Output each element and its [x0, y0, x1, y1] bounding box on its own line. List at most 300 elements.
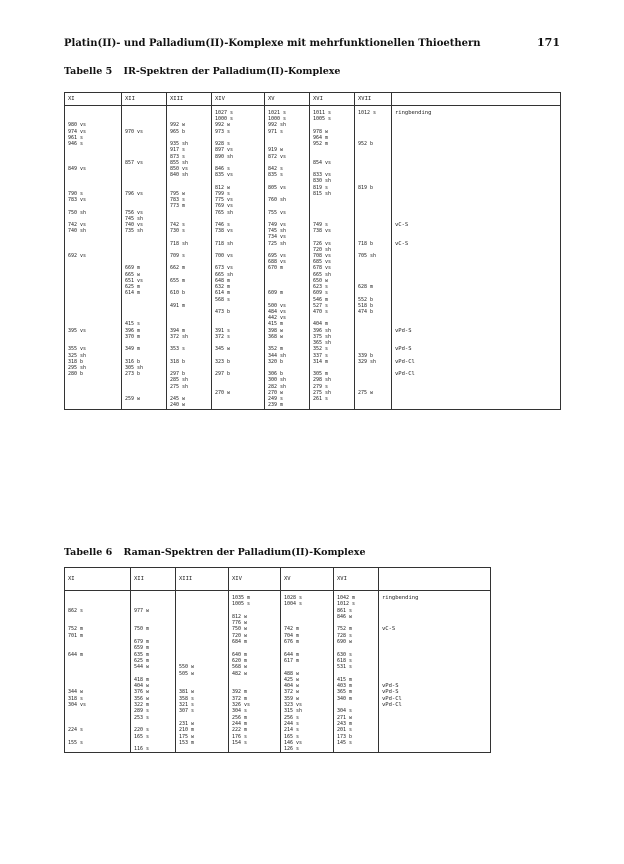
band-cell: 1027 s — [212, 106, 265, 117]
band-cell: 819 b — [355, 185, 392, 191]
band-cell: 305 sh — [122, 365, 167, 371]
band-cell: 220 s — [131, 727, 176, 733]
band-cell: 773 m — [167, 203, 212, 209]
band-cell: 617 m — [281, 658, 334, 664]
band-cell: 304 s — [334, 708, 379, 714]
band-cell: 735 sh — [122, 228, 167, 234]
band-cell: 392 m — [229, 689, 281, 695]
band-cell: 742 m — [281, 626, 334, 632]
table6-col-header — [379, 568, 491, 591]
band-cell: 323 vs — [281, 702, 334, 708]
band-cell: 145 s — [334, 740, 379, 746]
band-cell — [212, 402, 265, 409]
band-cell: 249 s — [265, 396, 310, 402]
band-cell: 648 m — [212, 278, 265, 284]
band-cell: 270 w — [265, 390, 310, 396]
band-cell: 353 s — [167, 346, 212, 352]
band-cell — [122, 106, 167, 117]
band-cell: 491 m — [167, 303, 212, 309]
assignment-cell — [379, 746, 491, 753]
band-cell: 418 m — [131, 677, 176, 683]
band-cell: 155 s — [65, 740, 131, 746]
band-cell: 304 vs — [65, 702, 131, 708]
band-cell: 812 w — [229, 614, 281, 620]
band-cell: 365 sh — [310, 340, 355, 346]
band-cell: 873 s — [167, 154, 212, 160]
band-cell: 282 sh — [265, 384, 310, 390]
band-cell: 678 vs — [310, 265, 355, 271]
band-cell: 846 s — [212, 166, 265, 172]
table6-label: Tabelle 6 — [64, 547, 113, 558]
band-cell: 306 b — [265, 371, 310, 377]
running-header — [64, 36, 560, 50]
band-cell: 610 b — [167, 290, 212, 296]
band-cell: 726 vs — [310, 241, 355, 247]
band-cell: 244 s — [281, 721, 334, 727]
band-cell: 964 m — [310, 135, 355, 141]
band-cell: 552 b — [355, 297, 392, 303]
band-cell: 546 m — [310, 297, 355, 303]
band-cell: 340 m — [334, 696, 379, 702]
band-cell: 425 w — [281, 677, 334, 683]
band-cell: 840 sh — [167, 172, 212, 178]
band-cell: 1012 s — [355, 106, 392, 117]
band-cell: 345 w — [212, 346, 265, 352]
band-cell: 769 vs — [212, 203, 265, 209]
band-cell: 315 sh — [281, 708, 334, 714]
band-cell: 644 m — [65, 652, 131, 658]
band-cell: 544 w — [131, 664, 176, 670]
band-cell: 740 vs — [122, 222, 167, 228]
band-cell: 952 b — [355, 141, 392, 147]
band-cell: 688 vs — [265, 259, 310, 265]
band-cell: 1028 s — [281, 591, 334, 602]
band-cell: 855 sh — [167, 160, 212, 166]
assignment-cell: νPd-Cl — [379, 696, 491, 702]
band-cell: 381 w — [176, 689, 229, 695]
band-cell: 745 sh — [265, 228, 310, 234]
table-row — [65, 106, 561, 117]
band-cell: 835 s — [265, 172, 310, 178]
band-cell: 165 s — [131, 734, 176, 740]
band-cell: 1004 s — [281, 601, 334, 607]
band-cell: 488 w — [281, 671, 334, 677]
band-cell: 325 sh — [65, 353, 122, 359]
band-cell: 1042 m — [334, 591, 379, 602]
table6-col-header: XI — [65, 568, 131, 591]
band-cell: 684 m — [229, 639, 281, 645]
band-cell: 659 m — [131, 645, 176, 651]
band-cell: 344 sh — [265, 353, 310, 359]
band-cell: 224 s — [65, 727, 131, 733]
band-cell: 285 sh — [167, 377, 212, 383]
band-cell: 298 sh — [310, 377, 355, 383]
band-cell: 352 s — [310, 346, 355, 352]
table5-ir-spectra — [64, 92, 561, 410]
band-cell: 505 w — [176, 671, 229, 677]
band-cell: 973 s — [212, 129, 265, 135]
band-cell: 1000 s — [265, 116, 310, 122]
band-cell: 775 vs — [212, 197, 265, 203]
band-cell: 790 s — [65, 191, 122, 197]
band-cell: 992 w — [167, 122, 212, 128]
band-cell: 359 w — [281, 696, 334, 702]
band-cell: 842 s — [265, 166, 310, 172]
band-cell: 473 b — [212, 309, 265, 315]
band-cell: 965 b — [167, 129, 212, 135]
band-cell: 670 m — [265, 265, 310, 271]
band-cell: 329 sh — [355, 359, 392, 365]
band-cell: 261 s — [310, 396, 355, 402]
band-cell: 665 sh — [212, 272, 265, 278]
band-cell: 500 vs — [265, 303, 310, 309]
band-cell: 609 s — [310, 290, 355, 296]
band-cell: 1005 s — [229, 601, 281, 607]
band-cell: 403 m — [334, 683, 379, 689]
band-cell: 318 b — [65, 359, 122, 365]
band-cell: 749 s — [310, 222, 355, 228]
band-cell: 270 w — [212, 390, 265, 396]
band-cell: 415 m — [265, 321, 310, 327]
band-cell: 815 sh — [310, 191, 355, 197]
band-cell — [167, 106, 212, 117]
band-cell: 928 s — [212, 141, 265, 147]
band-cell: 644 m — [281, 652, 334, 658]
band-cell: 231 w — [176, 721, 229, 727]
band-cell: 614 m — [122, 290, 167, 296]
assignment-cell: νPd-Cl — [379, 702, 491, 708]
band-cell: 531 s — [334, 664, 379, 670]
band-cell: 690 w — [334, 639, 379, 645]
band-cell: 835 vs — [212, 172, 265, 178]
band-cell: 749 vs — [265, 222, 310, 228]
band-cell: 738 vs — [310, 228, 355, 234]
table6-col-header: XIII — [176, 568, 229, 591]
band-cell: 126 s — [281, 746, 334, 753]
band-cell: 917 s — [167, 147, 212, 153]
band-cell — [334, 746, 379, 753]
band-cell: 321 s — [176, 702, 229, 708]
band-cell: 704 m — [281, 633, 334, 639]
band-cell: 760 sh — [265, 197, 310, 203]
band-cell: 738 vs — [212, 228, 265, 234]
band-cell: 173 b — [334, 734, 379, 740]
band-cell: 700 vs — [212, 253, 265, 259]
band-cell: 239 m — [265, 402, 310, 409]
table5-title: IR-Spektren der Palladium(II)-Komplexe — [123, 66, 341, 77]
band-cell: 527 s — [310, 303, 355, 309]
band-cell: 701 m — [65, 633, 131, 639]
band-cell: 1012 s — [334, 601, 379, 607]
band-cell: 992 w — [212, 122, 265, 128]
band-cell: 394 m — [167, 328, 212, 334]
band-cell: 662 m — [167, 265, 212, 271]
band-cell: 676 m — [281, 639, 334, 645]
band-cell: 153 m — [176, 740, 229, 746]
band-cell: 259 w — [122, 396, 167, 402]
band-cell: 783 vs — [65, 197, 122, 203]
band-cell: 708 vs — [310, 253, 355, 259]
table5-col-header: XIV — [212, 93, 265, 106]
band-cell: 116 s — [131, 746, 176, 753]
band-cell: 665 sh — [310, 272, 355, 278]
band-cell: 935 sh — [167, 141, 212, 147]
band-cell: 214 s — [281, 727, 334, 733]
band-cell: 618 s — [334, 658, 379, 664]
band-cell: 961 s — [65, 135, 122, 141]
band-cell: 316 b — [122, 359, 167, 365]
band-cell: 679 m — [131, 639, 176, 645]
assignment-cell: νC-S — [379, 626, 491, 632]
band-cell: 372 sh — [167, 334, 212, 340]
table6-col-header: XVI — [334, 568, 379, 591]
band-cell — [65, 402, 122, 409]
band-cell: 415 s — [122, 321, 167, 327]
band-cell: 370 m — [122, 334, 167, 340]
band-cell: 685 vs — [310, 259, 355, 265]
band-cell: 756 vs — [122, 210, 167, 216]
table6-caption — [64, 547, 366, 558]
band-cell: 337 s — [310, 353, 355, 359]
table5-header-row — [65, 93, 561, 106]
band-cell: 297 b — [167, 371, 212, 377]
band-cell: 890 sh — [212, 154, 265, 160]
assignment-cell: νC-S — [392, 222, 561, 228]
band-cell: 222 m — [229, 727, 281, 733]
band-cell: 395 vs — [65, 328, 122, 334]
band-cell: 339 b — [355, 353, 392, 359]
band-cell: 872 vs — [265, 154, 310, 160]
band-cell: 275 sh — [310, 390, 355, 396]
assignment-cell: ringbending — [392, 106, 561, 117]
band-cell: 745 sh — [122, 216, 167, 222]
band-cell: 314 m — [310, 359, 355, 365]
band-cell: 974 vs — [65, 129, 122, 135]
band-cell: 318 s — [65, 696, 131, 702]
table5-col-header: XVII — [355, 93, 392, 106]
band-cell — [122, 402, 167, 409]
table5-label: Tabelle 5 — [64, 66, 113, 77]
band-cell: 742 vs — [65, 222, 122, 228]
band-cell: 518 b — [355, 303, 392, 309]
band-cell: 442 vs — [265, 315, 310, 321]
running-title: Platin(II)- und Palladium(II)-Komplexe mit mehrfunktionellen Thioethern — [64, 38, 481, 49]
band-cell: 391 s — [212, 328, 265, 334]
band-cell: 305 m — [310, 371, 355, 377]
band-cell: 297 b — [212, 371, 265, 377]
band-cell: 165 s — [281, 734, 334, 740]
band-cell: 280 b — [65, 371, 122, 377]
band-cell: 318 b — [167, 359, 212, 365]
band-cell: 344 w — [65, 689, 131, 695]
band-cell — [176, 746, 229, 753]
table6-raman-spectra — [64, 567, 491, 753]
band-cell: 372 m — [229, 696, 281, 702]
assignment-cell: νPd-S — [379, 683, 491, 689]
band-cell: 240 w — [167, 402, 212, 409]
band-cell: 673 vs — [212, 265, 265, 271]
band-cell: 746 s — [212, 222, 265, 228]
band-cell: 752 m — [65, 626, 131, 632]
band-cell: 650 w — [310, 278, 355, 284]
assignment-cell: νPd-Cl — [392, 371, 561, 377]
band-cell: 795 w — [167, 191, 212, 197]
band-cell: 323 b — [212, 359, 265, 365]
band-cell: 326 vs — [229, 702, 281, 708]
band-cell: 404 w — [281, 683, 334, 689]
band-cell: 398 w — [265, 328, 310, 334]
band-cell: 799 s — [212, 191, 265, 197]
table6-col-header: XV — [281, 568, 334, 591]
band-cell: 970 vs — [122, 129, 167, 135]
band-cell: 279 s — [310, 384, 355, 390]
band-cell: 175 w — [176, 734, 229, 740]
band-cell: 695 vs — [265, 253, 310, 259]
band-cell — [310, 402, 355, 409]
band-cell: 372 w — [281, 689, 334, 695]
assignment-cell: νPd-S — [392, 328, 561, 334]
band-cell: 396 sh — [310, 328, 355, 334]
band-cell: 765 sh — [212, 210, 265, 216]
band-cell: 718 sh — [212, 241, 265, 247]
band-cell — [229, 746, 281, 753]
band-cell: 977 w — [131, 608, 176, 614]
band-cell: 720 w — [229, 633, 281, 639]
band-cell: 796 vs — [122, 191, 167, 197]
table6-col-header: XIV — [229, 568, 281, 591]
table-row — [65, 591, 491, 602]
band-cell: 861 s — [334, 608, 379, 614]
band-cell: 952 m — [310, 141, 355, 147]
band-cell: 273 b — [122, 371, 167, 377]
band-cell: 862 s — [65, 608, 131, 614]
band-cell: 783 s — [167, 197, 212, 203]
band-cell: 295 sh — [65, 365, 122, 371]
table5-col-header: XV — [265, 93, 310, 106]
band-cell: 289 s — [131, 708, 176, 714]
band-cell: 725 sh — [265, 241, 310, 247]
band-cell: 630 s — [334, 652, 379, 658]
band-cell: 750 sh — [65, 210, 122, 216]
band-cell: 718 sh — [167, 241, 212, 247]
band-cell: 470 s — [310, 309, 355, 315]
band-cell — [65, 591, 131, 602]
assignment-cell: νPd-Cl — [392, 359, 561, 365]
band-cell — [65, 746, 131, 753]
band-cell: 742 s — [167, 222, 212, 228]
band-cell: 919 w — [265, 147, 310, 153]
band-cell: 614 m — [212, 290, 265, 296]
band-cell: 372 s — [212, 334, 265, 340]
band-cell: 623 s — [310, 284, 355, 290]
band-cell: 897 vs — [212, 147, 265, 153]
band-cell: 665 w — [122, 272, 167, 278]
table5-caption — [64, 66, 340, 77]
band-cell: 846 w — [334, 614, 379, 620]
band-cell: 720 sh — [310, 247, 355, 253]
band-cell: 415 m — [334, 677, 379, 683]
band-cell: 651 vs — [122, 278, 167, 284]
band-cell: 812 w — [212, 185, 265, 191]
band-cell: 992 sh — [265, 122, 310, 128]
band-cell: 322 m — [131, 702, 176, 708]
table6-header-row — [65, 568, 491, 591]
band-cell: 833 vs — [310, 172, 355, 178]
band-cell: 620 m — [229, 658, 281, 664]
band-cell: 728 s — [334, 633, 379, 639]
band-cell: 176 s — [229, 734, 281, 740]
band-cell: 356 w — [131, 696, 176, 702]
band-cell: 404 w — [131, 683, 176, 689]
table5-col-header: XIII — [167, 93, 212, 106]
band-cell: 271 w — [334, 715, 379, 721]
band-cell: 625 m — [131, 658, 176, 664]
band-cell: 396 m — [122, 328, 167, 334]
table5-col-header: XI — [65, 93, 122, 106]
band-cell — [176, 591, 229, 602]
band-cell: 849 vs — [65, 166, 122, 172]
band-cell — [131, 591, 176, 602]
table5-body — [65, 106, 561, 410]
band-cell: 404 m — [310, 321, 355, 327]
band-cell: 146 vs — [281, 740, 334, 746]
band-cell: 484 vs — [265, 309, 310, 315]
band-cell: 154 s — [229, 740, 281, 746]
band-cell: 850 vs — [167, 166, 212, 172]
band-cell: 776 w — [229, 620, 281, 626]
band-cell: 245 w — [167, 396, 212, 402]
band-cell: 625 m — [122, 284, 167, 290]
band-cell: 376 w — [131, 689, 176, 695]
band-cell: 210 m — [176, 727, 229, 733]
band-cell: 256 m — [229, 715, 281, 721]
band-cell: 750 m — [131, 626, 176, 632]
table6-body — [65, 591, 491, 753]
band-cell: 1011 s — [310, 106, 355, 117]
band-cell: 568 s — [212, 297, 265, 303]
band-cell: 854 vs — [310, 160, 355, 166]
band-cell: 568 w — [229, 664, 281, 670]
band-cell: 730 s — [167, 228, 212, 234]
band-cell: 375 sh — [310, 334, 355, 340]
table-row — [65, 746, 491, 753]
band-cell: 980 vs — [65, 122, 122, 128]
assignment-cell: νPd-S — [379, 689, 491, 695]
band-cell: 275 w — [355, 390, 392, 396]
band-cell: 978 w — [310, 129, 355, 135]
band-cell — [355, 402, 392, 409]
band-cell: 355 vs — [65, 346, 122, 352]
assignment-cell: νC-S — [392, 241, 561, 247]
band-cell: 482 w — [229, 671, 281, 677]
band-cell: 307 s — [176, 708, 229, 714]
band-cell: 352 m — [265, 346, 310, 352]
table6-title: Raman-Spektren der Palladium(II)-Komplexe — [123, 547, 366, 558]
band-cell: 365 m — [334, 689, 379, 695]
band-cell: 755 vs — [265, 210, 310, 216]
band-cell: 244 m — [229, 721, 281, 727]
assignment-cell: ringbending — [379, 591, 491, 602]
band-cell: 1000 s — [212, 116, 265, 122]
table6-col-header: XII — [131, 568, 176, 591]
band-cell: 275 sh — [167, 384, 212, 390]
table5-col-header — [392, 93, 561, 106]
band-cell: 705 sh — [355, 253, 392, 259]
band-cell: 474 b — [355, 309, 392, 315]
band-cell: 300 sh — [265, 377, 310, 383]
band-cell: 640 m — [229, 652, 281, 658]
band-cell: 750 w — [229, 626, 281, 632]
